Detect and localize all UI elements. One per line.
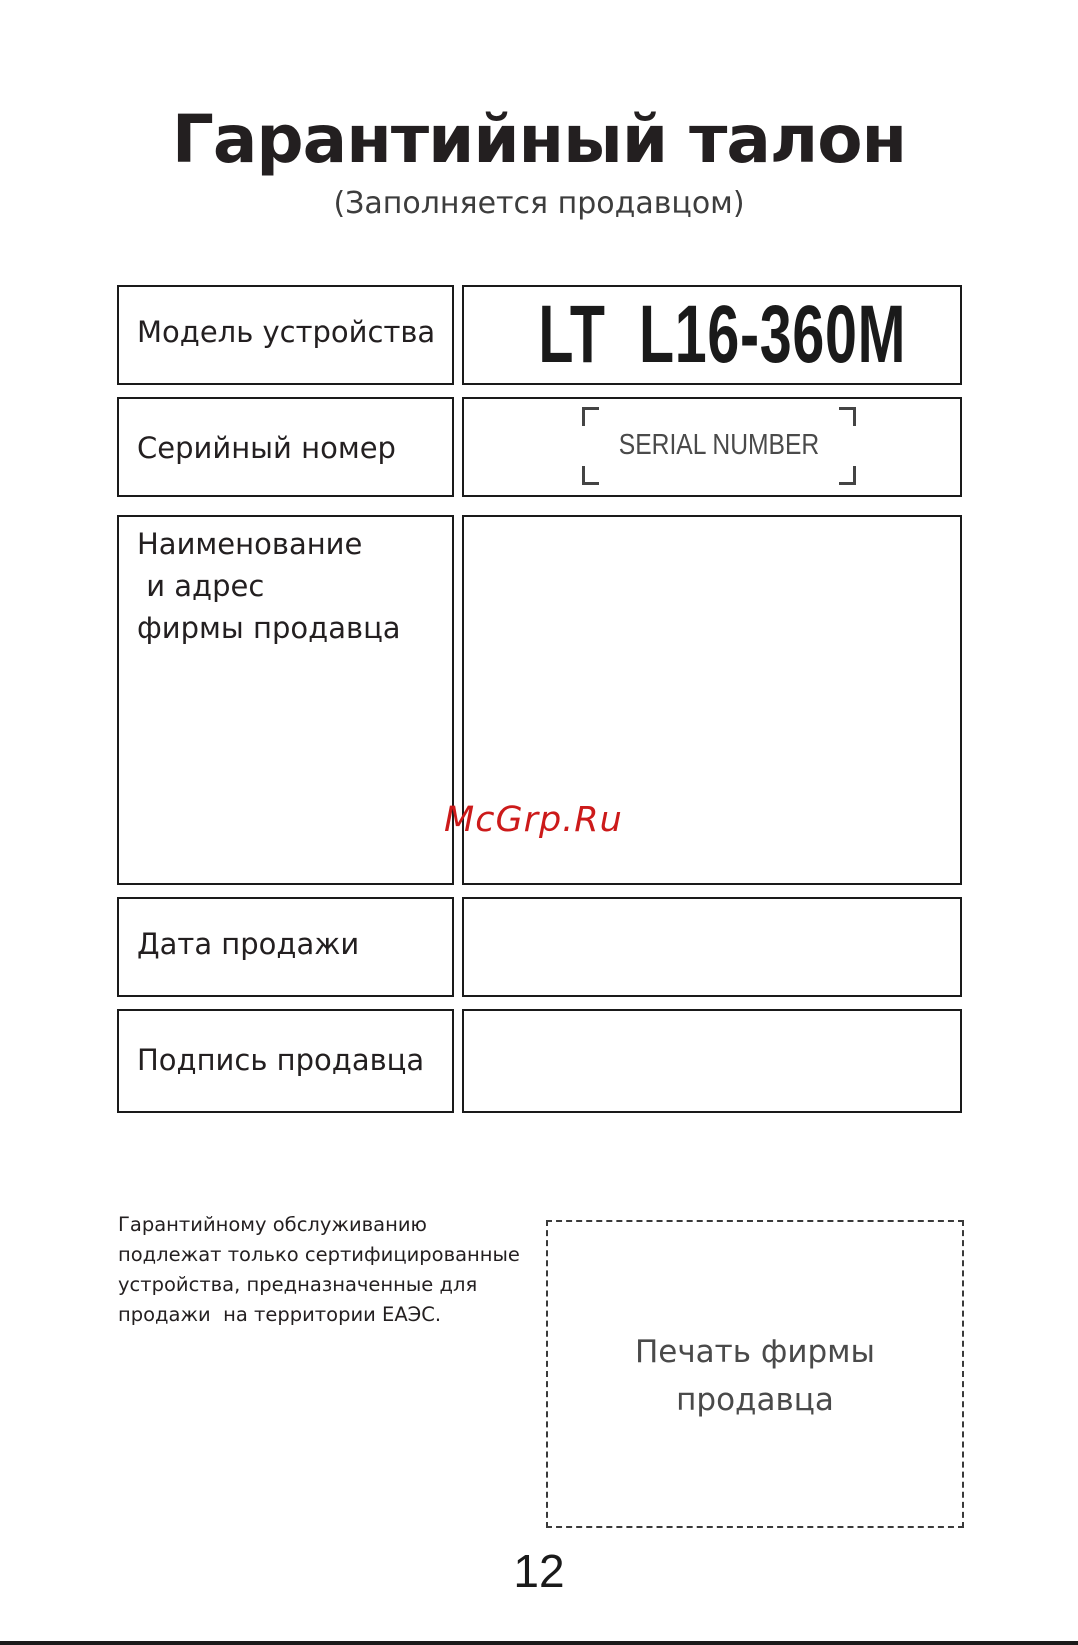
serial-label-cell <box>117 397 454 497</box>
stamp-label <box>548 1328 962 1424</box>
corner-mark-icon <box>839 407 856 426</box>
serial-placeholder: SERIAL NUMBER <box>618 429 820 461</box>
serial-label: Серийный номер <box>137 431 396 465</box>
stamp-area[interactable] <box>546 1220 964 1528</box>
seller-name-label-line-1: Наименование <box>137 527 363 561</box>
signature-label-cell <box>117 1009 454 1113</box>
corner-mark-icon <box>582 466 599 485</box>
note-line: устройства, предназначенные для <box>118 1273 478 1296</box>
stamp-label-line-1: Печать фирмы <box>634 1334 876 1370</box>
note-line: продажи на территории ЕАЭС. <box>118 1303 442 1326</box>
seller-name-label-line-2: и адрес <box>137 569 265 603</box>
sale-date-label-cell <box>117 897 454 997</box>
signature-value-cell[interactable] <box>462 1009 962 1113</box>
sale-date-label: Дата продажи <box>137 927 360 961</box>
note-line: подлежат только сертифицированные <box>118 1243 520 1266</box>
corner-mark-icon <box>839 466 856 485</box>
model-value-cell <box>462 285 962 385</box>
serial-sticker-frame <box>582 407 856 485</box>
corner-mark-icon <box>582 407 599 426</box>
note-line: Гарантийному обслуживанию <box>118 1213 427 1236</box>
bottom-divider <box>0 1641 1078 1645</box>
model-label: Модель устройства <box>137 315 436 349</box>
stamp-label-line-2: продавца <box>676 1382 834 1418</box>
model-label-cell <box>117 285 454 385</box>
page-title: Гарантийный талон <box>171 101 907 178</box>
watermark: McGrp.Ru <box>444 800 623 840</box>
serial-value-cell[interactable] <box>462 397 962 497</box>
seller-name-label-cell <box>117 515 454 885</box>
signature-label: Подпись продавца <box>137 1043 425 1077</box>
page-number: 12 <box>513 1545 565 1597</box>
sale-date-value-cell[interactable] <box>462 897 962 997</box>
warranty-note <box>118 1210 538 1330</box>
seller-name-label-line-3: фирмы продавца <box>137 611 401 645</box>
model-value: LT L16-360M <box>538 289 907 380</box>
page-subtitle: (Заполняется продавцом) <box>333 186 745 221</box>
